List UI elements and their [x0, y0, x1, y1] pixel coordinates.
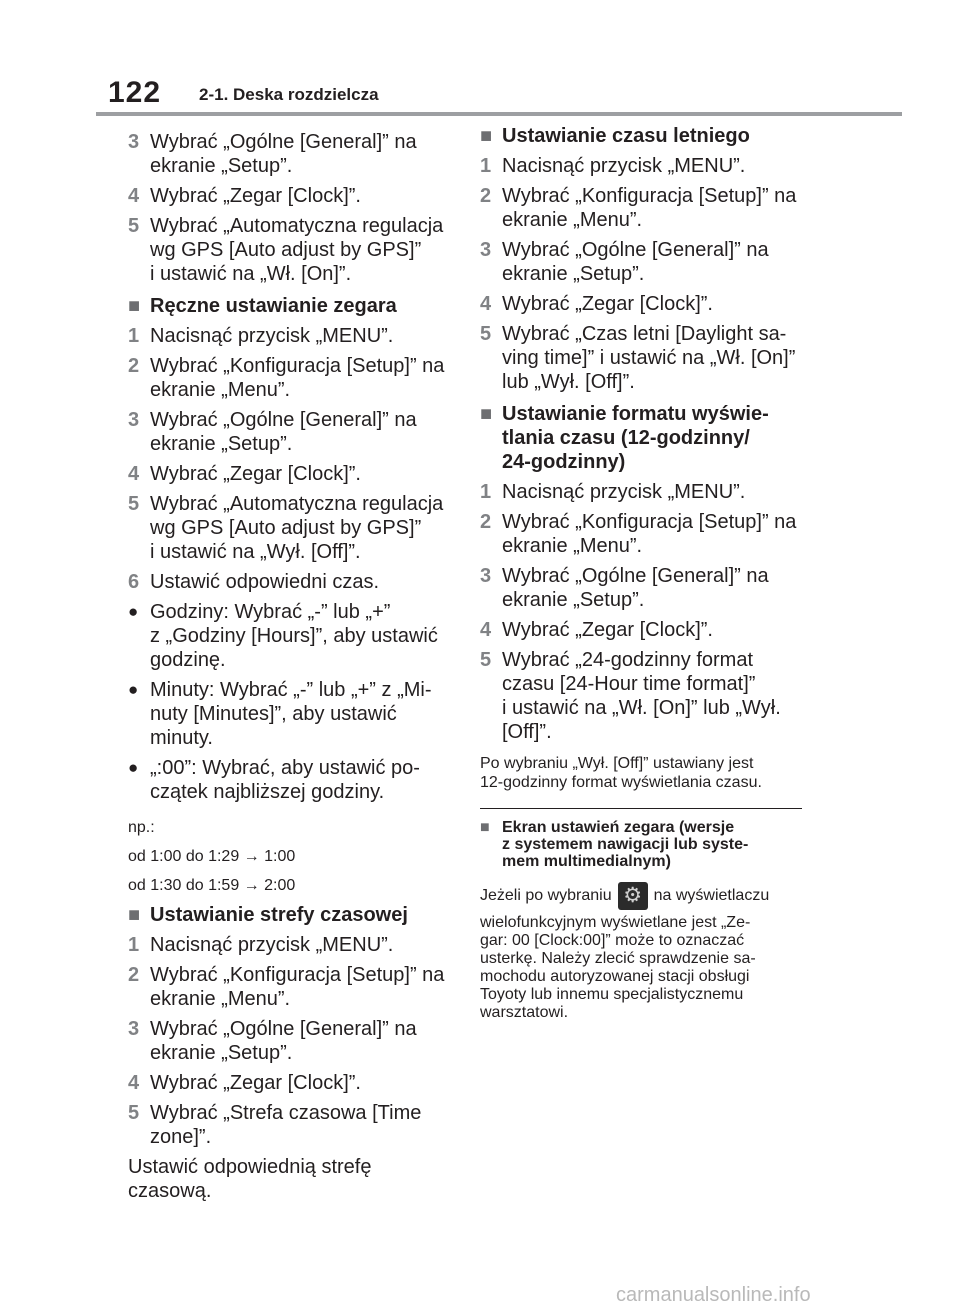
- step-text: Wybrać „Zegar [Clock]”.: [502, 619, 713, 641]
- bullet-text: „:00”: Wybrać, aby ustawić po- czątek najbliższej godziny.: [150, 757, 420, 803]
- square-bullet-icon: ■: [480, 125, 493, 147]
- step-number: 1: [480, 481, 492, 503]
- step-text: Wybrać „Konfiguracja [Setup]” na ekranie „Menu”.: [502, 185, 797, 231]
- circle-bullet-icon: ●: [128, 758, 139, 777]
- left-column: [128, 124, 458, 1203]
- example-line-1: od 1:00 do 1:29 → 1:00: [128, 848, 296, 865]
- step-item: [480, 184, 810, 232]
- screen-heading: ■ Ekran ustawień zegara (wersje z systemem nawigacji lub syste- mem multimedialnym): [480, 819, 749, 870]
- bullet-text: Godziny: Wybrać „-” lub „+” z „Godziny [Hours]”, aby ustawić godzinę.: [150, 601, 438, 671]
- step-item: [480, 292, 810, 316]
- step-item: [128, 963, 458, 1011]
- square-bullet-icon: ■: [480, 819, 490, 836]
- format-note: Po wybraniu „Wył. [Off]” ustawiany jest 12-godzinny format wyświetlania czasu.: [480, 755, 762, 791]
- step-number: 3: [128, 131, 140, 153]
- step-item: [128, 462, 458, 486]
- gear-icon: ⚙: [618, 882, 648, 910]
- timezone-final: Ustawić odpowiednią strefę czasową.: [128, 1156, 372, 1202]
- step-text: Nacisnąć przycisk „MENU”.: [150, 325, 394, 347]
- manual-heading: ■ Ręczne ustawianie zegara: [128, 295, 397, 317]
- step-text: Wybrać „Konfiguracja [Setup]” na ekranie „Menu”.: [150, 355, 445, 401]
- step-text: Wybrać „Zegar [Clock]”.: [150, 1072, 361, 1094]
- step-number: 4: [128, 185, 140, 207]
- bullet-item: [128, 600, 458, 672]
- step-text: Wybrać „Ogólne [General]” na ekranie „Setup”.: [150, 131, 417, 177]
- step-text: Nacisnąć przycisk „MENU”.: [502, 481, 746, 503]
- step-item: [128, 408, 458, 456]
- header-divider: [96, 112, 902, 116]
- right-column: [480, 124, 810, 1022]
- step-item: [480, 480, 810, 504]
- step-item: [128, 933, 458, 957]
- step-number: 5: [480, 649, 492, 671]
- step-number: 3: [480, 239, 492, 261]
- step-text: Wybrać „Konfiguracja [Setup]” na ekranie „Menu”.: [150, 964, 445, 1010]
- page-number: 122: [108, 76, 162, 109]
- step-number: 1: [128, 934, 140, 956]
- step-number: 5: [480, 323, 492, 345]
- step-item: [128, 324, 458, 348]
- bullet-text: Minuty: Wybrać „-” lub „+” z „Mi- nuty [Minutes]”, aby ustawić minuty.: [150, 679, 432, 749]
- step-text: Wybrać „Automatyczna regulacja wg GPS [Auto adjust by GPS]” i ustawić na „Wył. [Off]”.: [150, 493, 444, 563]
- step-item: [128, 1017, 458, 1065]
- example-label: np.:: [128, 819, 155, 836]
- step-number: 5: [128, 493, 140, 515]
- step-item: [128, 214, 458, 286]
- step-text: Wybrać „Konfiguracja [Setup]” na ekranie „Menu”.: [502, 511, 797, 557]
- step-number: 2: [480, 511, 492, 533]
- step-item: [480, 322, 810, 394]
- step-item: [128, 1071, 458, 1095]
- format-heading: ■ Ustawianie formatu wyświe- tlania czasu (12-godzinny/ 24-godzinny): [480, 403, 769, 473]
- step-text: Wybrać „Automatyczna regulacja wg GPS [Auto adjust by GPS]” i ustawić na „Wł. [On]”.: [150, 215, 444, 285]
- step-number: 2: [480, 185, 492, 207]
- step-text: Ustawić odpowiedni czas.: [150, 571, 379, 593]
- note-divider: [480, 808, 802, 809]
- step-item: [480, 238, 810, 286]
- bullet-item: [128, 678, 458, 750]
- timezone-heading: ■ Ustawianie strefy czasowej: [128, 904, 408, 926]
- example-line-2: od 1:30 do 1:59 → 2:00: [128, 877, 296, 894]
- step-item: [128, 492, 458, 564]
- step-item: [128, 570, 458, 594]
- step-text: Wybrać „Zegar [Clock]”.: [150, 463, 361, 485]
- circle-bullet-icon: ●: [128, 680, 139, 699]
- step-number: 2: [128, 964, 140, 986]
- step-item: [128, 1101, 458, 1149]
- dst-heading: ■ Ustawianie czasu letniego: [480, 125, 750, 147]
- step-number: 5: [128, 215, 140, 237]
- step-number: 3: [128, 409, 140, 431]
- step-item: [480, 564, 810, 612]
- step-item: [128, 354, 458, 402]
- step-text: Nacisnąć przycisk „MENU”.: [150, 934, 394, 956]
- step-text: Wybrać „Ogólne [General]” na ekranie „Setup”.: [502, 239, 769, 285]
- step-number: 5: [128, 1102, 140, 1124]
- step-number: 1: [480, 155, 492, 177]
- screen-note: Jeżeli po wybraniu ⚙ na wyświetlaczu wielofunkcyjnym wyświetlane jest „Ze- gar: 00 [Clock:00]” może to oznaczać usterkę. Należy zlecić sprawdzenie sa- mochodu autoryzowanej stacji obsługi Toyoty lub innemu specjalistycznemu warsztatowi.: [480, 884, 770, 1021]
- step-text: Wybrać „Ogólne [General]” na ekranie „Setup”.: [502, 565, 769, 611]
- step-text: Wybrać „Zegar [Clock]”.: [150, 185, 361, 207]
- step-text: Wybrać „Ogólne [General]” na ekranie „Setup”.: [150, 1018, 417, 1064]
- step-item: [480, 510, 810, 558]
- step-text: Wybrać „Strefa czasowa [Time zone]”.: [150, 1102, 422, 1148]
- step-item: [128, 184, 458, 208]
- step-number: 3: [480, 565, 492, 587]
- step-text: Wybrać „24-godzinny format czasu [24-Hour time format]” i ustawić na „Wł. [On]” lub „Wył. [Off]”.: [502, 649, 781, 743]
- square-bullet-icon: ■: [128, 295, 141, 317]
- step-number: 4: [128, 463, 140, 485]
- step-text: Wybrać „Czas letni [Daylight sa- ving time]” i ustawić na „Wł. [On]” lub „Wył. [Off]”.: [502, 323, 796, 393]
- step-number: 1: [128, 325, 140, 347]
- step-number: 6: [128, 571, 140, 593]
- section-title: 2-1. Deska rozdzielcza: [199, 85, 379, 104]
- page-header: [0, 0, 960, 120]
- step-number: 4: [480, 293, 492, 315]
- step-item: [480, 648, 810, 744]
- step-item: [480, 154, 810, 178]
- step-item: [128, 130, 458, 178]
- step-number: 2: [128, 355, 140, 377]
- step-item: [480, 618, 810, 642]
- step-number: 3: [128, 1018, 140, 1040]
- step-text: Nacisnąć przycisk „MENU”.: [502, 155, 746, 177]
- step-number: 4: [480, 619, 492, 641]
- square-bullet-icon: ■: [480, 403, 493, 425]
- circle-bullet-icon: ●: [128, 602, 139, 621]
- step-text: Wybrać „Zegar [Clock]”.: [502, 293, 713, 315]
- watermark: carmanualsonline.info: [616, 1284, 811, 1306]
- bullet-item: [128, 756, 458, 804]
- step-number: 4: [128, 1072, 140, 1094]
- square-bullet-icon: ■: [128, 904, 141, 926]
- step-text: Wybrać „Ogólne [General]” na ekranie „Setup”.: [150, 409, 417, 455]
